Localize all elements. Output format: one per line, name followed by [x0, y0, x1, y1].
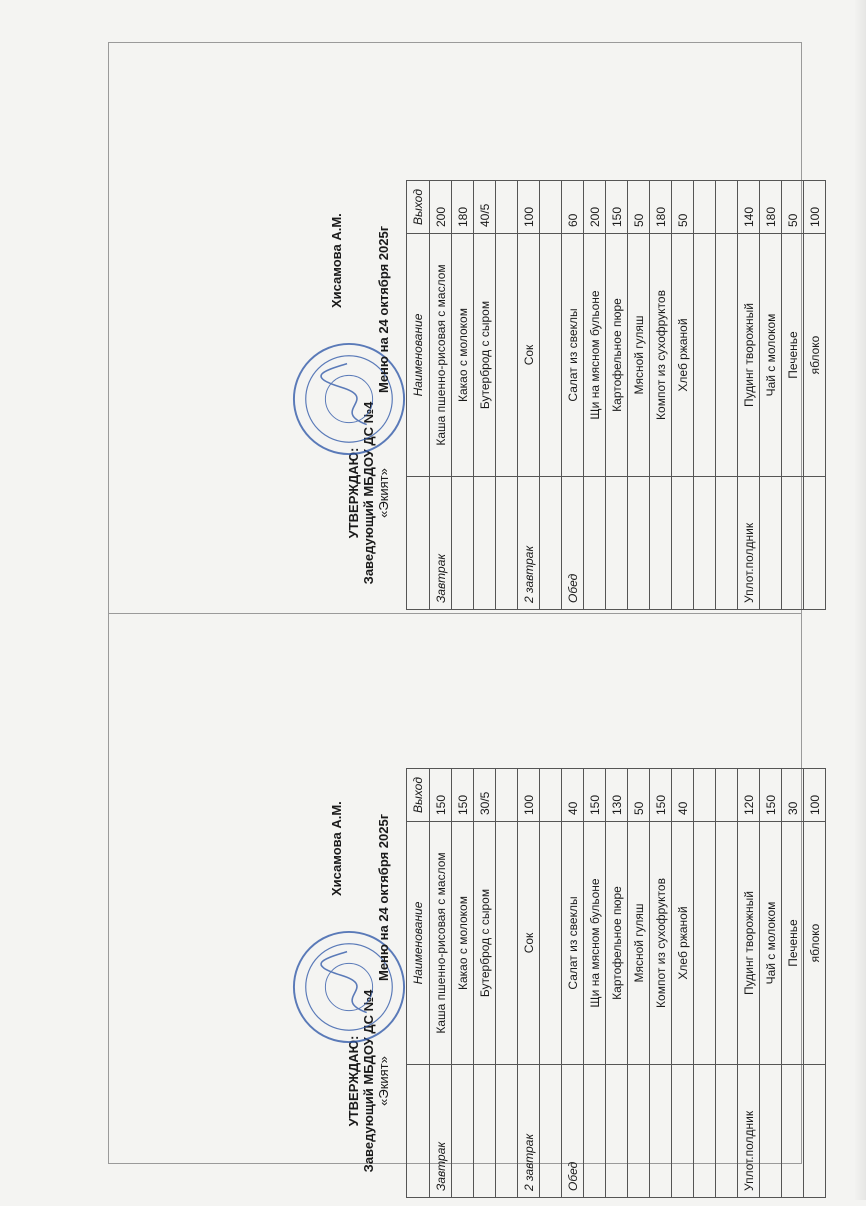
approve-word: УТВЕРЖДАЮ:: [346, 447, 361, 539]
output-cell: 200: [430, 181, 452, 234]
output-cell: 40: [672, 769, 694, 822]
meal-cell: Завтрак: [430, 1065, 452, 1198]
approval-header: [284, 676, 394, 1196]
dish-cell: Каша пшенно-рисовая с маслом: [430, 822, 452, 1065]
dish-cell: Картофельное пюре: [606, 234, 628, 477]
table-row: [518, 181, 540, 610]
signature-name: Хисамова А.М.: [329, 801, 344, 896]
dish-cell: [496, 234, 518, 477]
table-row: [694, 769, 716, 1198]
output-cell: 150: [452, 769, 474, 822]
meal-cell: [452, 1065, 474, 1198]
meal-cell: [628, 1065, 650, 1198]
output-cell: 120: [738, 769, 760, 822]
output-cell: 40/5: [474, 181, 496, 234]
output-cell: 200: [584, 181, 606, 234]
meal-cell: [650, 1065, 672, 1198]
output-cell: [540, 769, 562, 822]
dish-cell: Салат из свеклы: [562, 234, 584, 477]
output-cell: 100: [518, 769, 540, 822]
meal-cell: [584, 477, 606, 610]
table-row: [782, 181, 804, 610]
dish-cell: Бутерброд с сыром: [474, 822, 496, 1065]
meal-cell: [760, 1065, 782, 1198]
approval-header: [284, 88, 394, 608]
dish-cell: Хлеб ржаной: [672, 234, 694, 477]
meal-cell: 2 завтрак: [518, 477, 540, 610]
menu-title: Меню на 24 октября 2025г: [376, 225, 391, 393]
table-row: [496, 181, 518, 610]
dish-cell: [716, 234, 738, 477]
output-cell: 40: [562, 769, 584, 822]
output-cell: 130: [606, 769, 628, 822]
meal-cell: [628, 477, 650, 610]
dish-cell: Хлеб ржаной: [672, 822, 694, 1065]
scanned-sheet: [108, 42, 822, 1191]
menu-copy-2: [282, 0, 822, 618]
dish-cell: Салат из свеклы: [562, 822, 584, 1065]
dish-cell: Бутерброд с сыром: [474, 234, 496, 477]
meal-cell: [782, 1065, 804, 1198]
output-cell: 50: [628, 181, 650, 234]
table-header-row: [407, 181, 430, 610]
meal-cell: [782, 477, 804, 610]
output-cell: [716, 181, 738, 234]
dish-cell: [694, 234, 716, 477]
meal-cell: [496, 477, 518, 610]
output-cell: 100: [518, 181, 540, 234]
table-row: [562, 769, 584, 1198]
approve-kindergarten: «Экият»: [376, 1056, 391, 1106]
column-name: Наименование: [407, 822, 430, 1065]
table-row: [496, 769, 518, 1198]
dish-cell: Какао с молоком: [452, 234, 474, 477]
output-cell: [496, 769, 518, 822]
column-output: Выход: [407, 181, 430, 234]
table-row: [760, 181, 782, 610]
approve-word: УТВЕРЖДАЮ:: [346, 1035, 361, 1127]
meal-cell: [672, 477, 694, 610]
column-output: Выход: [407, 769, 430, 822]
dish-cell: Пудинг творожный: [738, 234, 760, 477]
table-row: [738, 181, 760, 610]
meal-cell: [650, 477, 672, 610]
meal-cell: [694, 1065, 716, 1198]
output-cell: [540, 181, 562, 234]
meal-cell: [540, 477, 562, 610]
output-cell: 180: [452, 181, 474, 234]
output-cell: 150: [650, 769, 672, 822]
approve-kindergarten: «Экият»: [376, 468, 391, 518]
output-cell: [716, 769, 738, 822]
menu-page: [282, 652, 822, 1206]
output-cell: 30: [782, 769, 804, 822]
output-cell: 150: [584, 769, 606, 822]
table-row: [606, 769, 628, 1198]
output-cell: 60: [562, 181, 584, 234]
meal-cell: [496, 1065, 518, 1198]
dish-cell: Сок: [518, 822, 540, 1065]
output-cell: 50: [672, 181, 694, 234]
meal-cell: [760, 477, 782, 610]
column-meal: [407, 477, 430, 610]
output-cell: [694, 769, 716, 822]
meal-cell: Обед: [562, 1065, 584, 1198]
dish-cell: яблоко: [804, 234, 826, 477]
table-row: [562, 181, 584, 610]
table-row: [584, 181, 606, 610]
table-row: [540, 769, 562, 1198]
dish-cell: Мясной гуляш: [628, 234, 650, 477]
meal-cell: [694, 477, 716, 610]
signature-name: Хисамова А.М.: [329, 213, 344, 308]
dish-cell: Чай с молоком: [760, 234, 782, 477]
meal-cell: [804, 1065, 826, 1198]
approve-position: Заведующий МБДОУ ДС №4: [361, 401, 376, 585]
table-row: [628, 181, 650, 610]
meal-cell: [672, 1065, 694, 1198]
meal-cell: [804, 477, 826, 610]
dish-cell: Пудинг творожный: [738, 822, 760, 1065]
table-row: [584, 769, 606, 1198]
table-row: [804, 769, 826, 1198]
meal-cell: Завтрак: [430, 477, 452, 610]
menu-table: [406, 768, 826, 1198]
meal-cell: Уплот.полдник: [738, 1065, 760, 1198]
output-cell: 100: [804, 769, 826, 822]
table-row: [650, 769, 672, 1198]
table-row: [606, 181, 628, 610]
dish-cell: [694, 822, 716, 1065]
meal-cell: [584, 1065, 606, 1198]
meal-cell: Уплот.полдник: [738, 477, 760, 610]
dish-cell: Чай с молоком: [760, 822, 782, 1065]
meal-cell: [606, 1065, 628, 1198]
table-row: [760, 769, 782, 1198]
dish-cell: Компот из сухофруктов: [650, 822, 672, 1065]
table-row: [474, 769, 496, 1198]
table-row: [738, 769, 760, 1198]
dish-cell: Компот из сухофруктов: [650, 234, 672, 477]
menu-page: [282, 64, 822, 618]
output-cell: 50: [628, 769, 650, 822]
table-row: [650, 181, 672, 610]
output-cell: [694, 181, 716, 234]
output-cell: 180: [760, 181, 782, 234]
dish-cell: Сок: [518, 234, 540, 477]
table-row: [474, 181, 496, 610]
dish-cell: [540, 234, 562, 477]
output-cell: 150: [760, 769, 782, 822]
table-row: [430, 181, 452, 610]
table-row: [628, 769, 650, 1198]
meal-cell: 2 завтрак: [518, 1065, 540, 1198]
dish-cell: Щи на мясном бульоне: [584, 234, 606, 477]
dish-cell: [716, 822, 738, 1065]
table-row: [672, 769, 694, 1198]
meal-cell: [716, 1065, 738, 1198]
column-meal: [407, 1065, 430, 1198]
table-row: [804, 181, 826, 610]
meal-cell: [606, 477, 628, 610]
dish-cell: Печенье: [782, 822, 804, 1065]
menu-title: Меню на 24 октября 2025г: [376, 813, 391, 981]
table-row: [672, 181, 694, 610]
column-name: Наименование: [407, 234, 430, 477]
meal-cell: [452, 477, 474, 610]
menu-table: [406, 180, 826, 610]
table-row: [716, 181, 738, 610]
dish-cell: Печенье: [782, 234, 804, 477]
dish-cell: Мясной гуляш: [628, 822, 650, 1065]
meal-cell: [474, 477, 496, 610]
table-header-row: [407, 769, 430, 1198]
table-row: [540, 181, 562, 610]
table-row: [694, 181, 716, 610]
table-row: [430, 769, 452, 1198]
output-cell: 30/5: [474, 769, 496, 822]
dish-cell: [496, 822, 518, 1065]
meal-cell: [716, 477, 738, 610]
output-cell: 150: [430, 769, 452, 822]
output-cell: 150: [606, 181, 628, 234]
table-row: [452, 181, 474, 610]
table-row: [518, 769, 540, 1198]
dish-cell: Какао с молоком: [452, 822, 474, 1065]
scan-edge-shadow: [854, 0, 866, 1200]
meal-cell: [474, 1065, 496, 1198]
approve-position: Заведующий МБДОУ ДС №4: [361, 989, 376, 1173]
table-row: [782, 769, 804, 1198]
meal-cell: [540, 1065, 562, 1198]
output-cell: 140: [738, 181, 760, 234]
dish-cell: Щи на мясном бульоне: [584, 822, 606, 1065]
output-cell: 50: [782, 181, 804, 234]
meal-cell: Обед: [562, 477, 584, 610]
output-cell: 180: [650, 181, 672, 234]
table-row: [452, 769, 474, 1198]
dish-cell: яблоко: [804, 822, 826, 1065]
table-row: [716, 769, 738, 1198]
dish-cell: Картофельное пюре: [606, 822, 628, 1065]
dish-cell: Каша пшенно-рисовая с маслом: [430, 234, 452, 477]
output-cell: 100: [804, 181, 826, 234]
dish-cell: [540, 822, 562, 1065]
output-cell: [496, 181, 518, 234]
